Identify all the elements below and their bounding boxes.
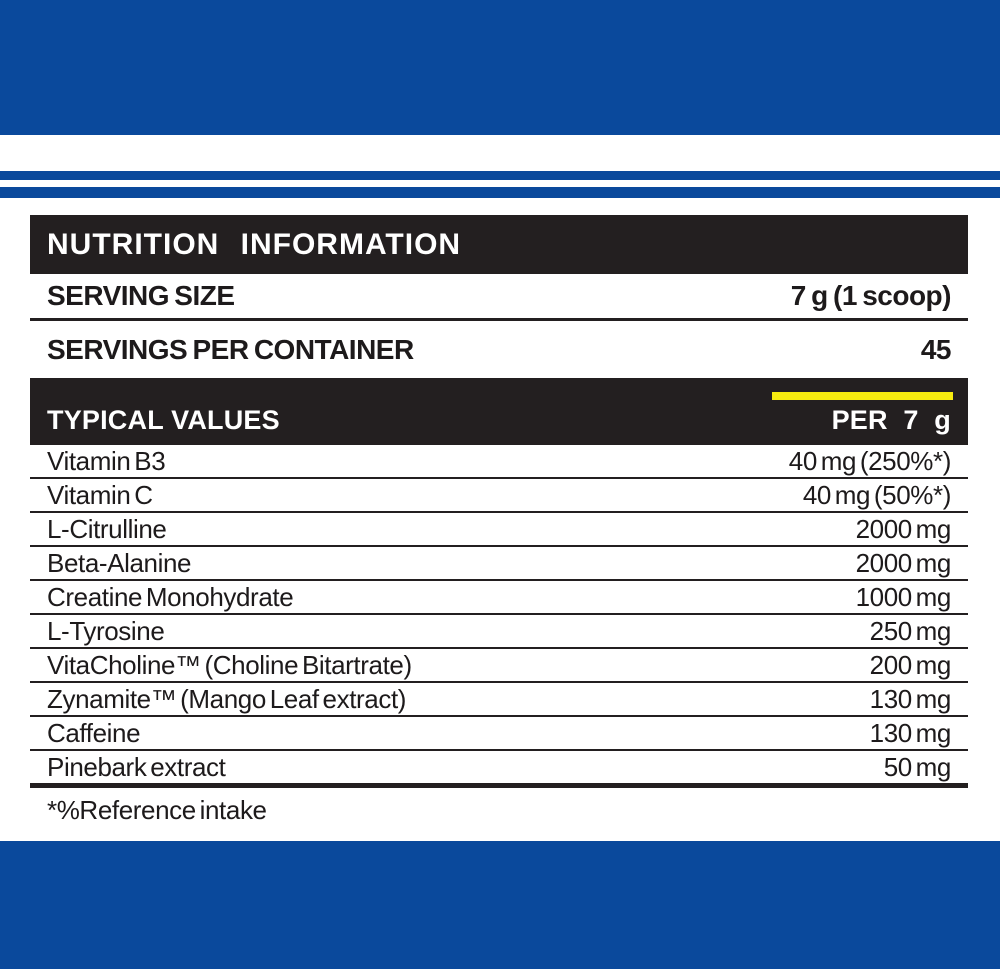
nutrition-header-bar	[30, 215, 968, 274]
row-value: 130 mg	[869, 717, 951, 748]
nutrition-panel	[30, 215, 968, 826]
row-value: 130 mg	[869, 683, 951, 714]
serving-size-row	[30, 274, 968, 321]
typical-values-labels	[47, 405, 951, 436]
row-value: 2000 mg	[855, 547, 951, 578]
table-row	[30, 683, 968, 717]
table-row	[30, 751, 968, 788]
table-row	[30, 513, 968, 547]
serving-size-value: 7 g (1 scoop)	[790, 280, 951, 311]
row-value: 2000 mg	[855, 513, 951, 544]
row-label: VitaCholine™ (Choline Bitartrate)	[47, 649, 412, 680]
row-value: 40 mg (50%*)	[802, 479, 951, 510]
nutrition-table	[30, 445, 968, 788]
per-serving-label: PER 7 g	[831, 405, 951, 435]
yellow-accent-bar	[772, 392, 953, 400]
row-label: L-Tyrosine	[47, 615, 165, 646]
table-row	[30, 479, 968, 513]
row-label: L-Citrulline	[47, 513, 167, 544]
row-label: Vitamin C	[47, 479, 153, 510]
reference-intake-footnote: *%Reference intake	[47, 795, 267, 825]
table-row	[30, 717, 968, 751]
top-stripe-thick	[0, 187, 1000, 198]
row-value: 40 mg (250%*)	[788, 445, 951, 476]
servings-per-container-label: SERVINGS PER CONTAINER	[47, 333, 414, 365]
row-label: Pinebark extract	[47, 751, 226, 782]
table-row	[30, 547, 968, 581]
row-value: 50 mg	[883, 751, 951, 782]
row-label: Zynamite™ (Mango Leaf extract)	[47, 683, 407, 714]
serving-size-label: SERVING SIZE	[47, 280, 235, 311]
servings-per-container-value: 45	[920, 333, 951, 365]
page-title: NUTRITION INFORMATION	[47, 227, 462, 261]
servings-per-container-row	[30, 321, 968, 378]
typical-values-header-bar	[30, 378, 968, 445]
table-row	[30, 649, 968, 683]
table-row	[30, 615, 968, 649]
table-row	[30, 445, 968, 479]
typical-values-label: TYPICAL VALUES	[47, 405, 280, 435]
row-label: Vitamin B3	[47, 445, 166, 476]
row-label: Beta-Alanine	[47, 547, 192, 578]
row-value: 1000 mg	[855, 581, 951, 612]
row-label: Caffeine	[47, 717, 141, 748]
row-value: 250 mg	[869, 615, 951, 646]
top-stripe-thin	[0, 171, 1000, 180]
row-label: Creatine Monohydrate	[47, 581, 294, 612]
table-row	[30, 581, 968, 615]
row-value: 200 mg	[869, 649, 951, 680]
